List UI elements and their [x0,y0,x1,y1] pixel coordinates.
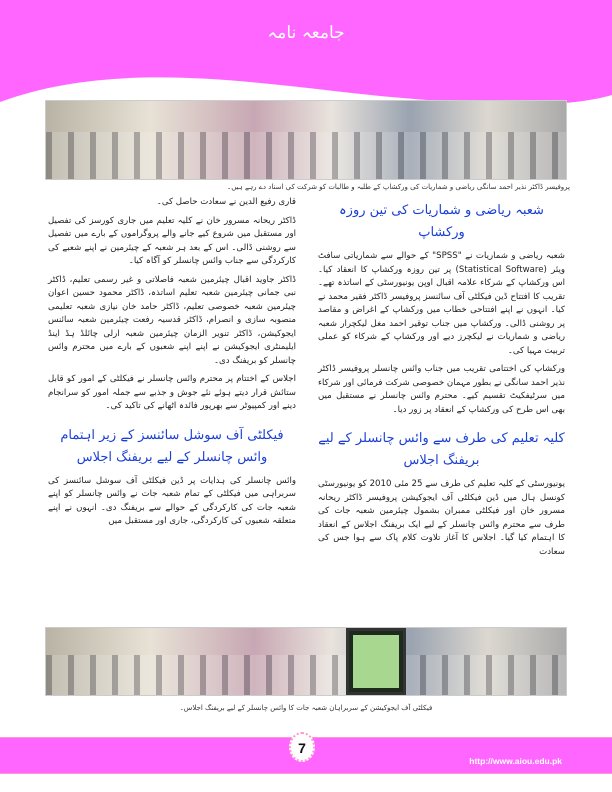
masthead-title: جامعہ نامہ [267,23,345,43]
paragraph: قاری رفیع الدین نے سعادت حاصل کی۔ [156,197,296,207]
paragraph: اجلاس کے اختتام پر محترم وائس چانسلر نے فیکلٹی کے امور کو قابل ستائش قرار دیتے ہوئے نئے جوش و جذبے سے جملہ امور کو سرانجام دینے اور کمپیوٹر سے بھرپور فائدہ اٹھانے کی تاکید کی۔ [48,374,296,411]
paragraph: ڈاکٹر جاوید اقبال چیئرمین شعبہ فاصلاتی و غیر رسمی تعلیم، ڈاکٹر نبی جمانی چیئرمین شعبہ تعلیم اساتذہ، ڈاکٹر محمود حسین اعوان چیئرمین شعبہ خصوصی تعلیم، ڈاکٹر حامد خان نیازی شعبہ تعلیمی منصوبہ سازی و انصرام، ڈاکٹر قدسیہ رفعت چیئرمین شعبہ سائنس ایجوکیشن، ڈاکٹر تنویر الزمان چیئرمین شعبہ ارلی چائلڈ ہڈ اینڈ ایلیمنٹری ایجوکیشن نے اپنے اپنے شعبوں کے بارے میں محترم وائس چانسلر کو بریفنگ دی۔ [48,274,296,366]
paragraph: وائس چانسلر کی ہدایات پر ڈین فیکلٹی آف سوشل سائنسز کی سربراہی میں فیکلٹی کے تمام شعبہ جات نے وائس چانسلر کو اپنے شعبہ جات کی کارکردگی کے حوالے سے بریفنگ دی۔ انہوں نے اپنے متعلقہ شعبوں کی کارکردگی، جاری اور مستقبل میں [48,475,296,526]
briefing-photo [45,627,567,696]
article2-title: کلیہ تعلیم کی طرف سے وائس چانسلر کے لیے بریفنگ اجلاس [318,431,565,468]
article1-title: شعبہ ریاضی و شماریات کی تین روزہ ورکشاپ [339,203,544,240]
right-column [318,194,565,564]
top-photo-caption: پروفیسر ڈاکٹر نذیر احمد سانگی ریاضی و شماریات کی ورکشاپ کے طلبہ و طالبات کو شرکت کی اسناد دے رہے ہیں۔ [227,183,570,191]
article3-title-line1: فیکلٹی آف سوشل سائنسز کے زیر اہتمام [60,427,284,443]
masthead-banner [0,0,612,110]
page-number: 7 [289,732,315,762]
footer-band [0,737,612,774]
wave-banner-shape [0,0,612,110]
left-column [48,196,296,534]
paragraph: شعبہ ریاضی و شماریات نے "SPSS" کے حوالے سے شماریاتی سافٹ ویئر (Statistical Software) پر تین روزہ ورکشاپ کا انعقاد کیا۔ اس ورکشاپ کے شرکاء علامہ اقبال اوپن یونیورسٹی کے اساتذہ تھے۔ تقریب کا افتتاح ڈین فیکلٹی آف سائنسز پروفیسر ڈاکٹر فقیر محمد نے کیا۔ انہوں نے اپنے افتتاحی خطاب میں ورکشاپ کے اغراض و مقاصد پر روشنی ڈالی۔ ورکشاپ میں جناب توقیر احمد مغل لیکچرار شعبہ ریاضی و شماریات نے لیکچرز دیے اور ورکشاپ کے شرکاء کو عملی تربیت مہیا کی۔ [318,251,565,356]
article2-continued [48,196,296,419]
article3-title-line2: وائس چانسلر کے لیے بریفنگ اجلاس [76,449,268,465]
paragraph: یونیورسٹی کے کلیہ تعلیم کی طرف سے 25 مئی 2010 کو یونیورسٹی کونسل ہال میں ڈین فیکلٹی آف ایجوکیشن پروفیسر ڈاکٹر ریحانہ مسرور خان اور فیکلٹی ممبران بشمول چیئرمین شعبہ جات کی طرف سے محترم وائس چانسلر کے لیے ایک بریفنگ اجلاس کے انعقاد کا اہتمام کیا گیا۔ اجلاس کا آغاز تلاوت کلام پاک سے ہوا جس کی سعادت [318,479,565,557]
article3-title [48,425,296,469]
paragraph: ڈاکٹر ریحانہ مسرور خان نے کلیہ تعلیم میں جاری کورسز کی تفصیل اور مستقبل میں شروع کیے جانے والے پروگراموں کے بارے میں تفصیل سے روشنی ڈالی۔ اس کے بعد ہر شعبہ کے چیئرمین نے اپنے شعبے کی کارکردگی سے جناب وائس چانسلر کو آگاہ کیا۔ [48,215,296,266]
article1-body [318,250,565,422]
article3-body [48,475,296,534]
paragraph: ورکشاپ کی اختتامی تقریب میں جناب وائس چانسلر پروفیسر ڈاکٹر نذیر احمد سانگی نے بطور مہمان خصوصی شرکت فرمائی اور شرکاء میں سرٹیفکیٹ تقسیم کیے۔ محترم وائس چانسلر نے مستقبل میں بھی اس طرح کی ورکشاپ کے انعقاد پر زور دیا۔ [318,364,565,415]
workshop-photo [45,100,567,180]
website-link[interactable]: http://www.aiou.edu.pk [469,756,562,766]
bottom-photo-caption: فیکلٹی آف ایجوکیشن کے سربراہان شعبہ جات کا وائس چانسلر کے لیے بریفنگ اجلاس۔ [179,704,433,712]
article2-body [318,478,565,564]
